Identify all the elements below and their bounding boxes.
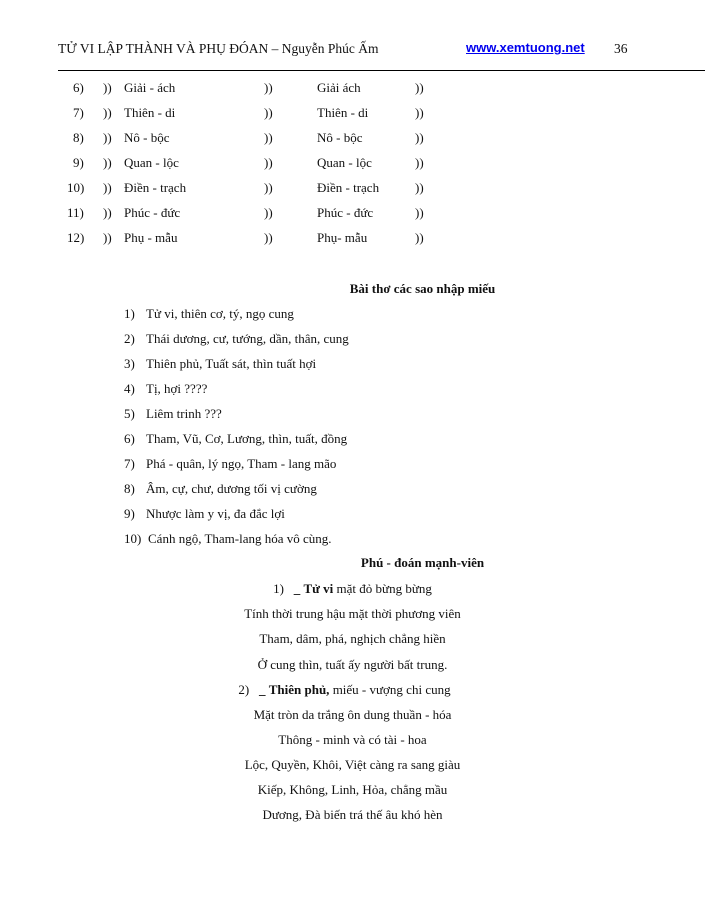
item-number: 2) (124, 331, 135, 346)
row-label-left: Phụ - mẫu (124, 230, 178, 245)
item-number: 7) (124, 456, 135, 471)
list-item (124, 406, 222, 422)
row-mark: )) (264, 180, 273, 195)
verse-line: Thông - minh và có tài - hoa (278, 732, 427, 747)
verse-line: Tính thời trung hậu mặt thời phương viên (244, 606, 461, 621)
row-mark: )) (264, 105, 273, 120)
row-number: 7) (73, 105, 84, 120)
row-label-right: Thiên - di (317, 105, 369, 120)
poem2-title: Phú - đoán mạnh-viên (360, 555, 485, 570)
item-text: Liêm trinh ??? (146, 406, 222, 421)
item-text: Thái dương, cư, tướng, dần, thân, cung (146, 331, 349, 346)
row-mark: )) (415, 80, 424, 95)
page-number: 36 (614, 41, 628, 56)
row-mark: )) (103, 230, 112, 245)
row-mark: )) (415, 180, 424, 195)
row-mark: )) (264, 80, 273, 95)
list-item (124, 456, 336, 472)
item-number: 3) (124, 356, 135, 371)
row-label-right: Nô - bộc (317, 130, 363, 145)
row-label-right: Giải ách (317, 80, 361, 95)
verse-dash: _ (258, 682, 266, 697)
item-text: Nhược làm y vị, đa đắc lợi (146, 506, 285, 521)
row-label-left: Quan - lộc (124, 155, 179, 170)
row-label-left: Giải - ách (124, 80, 176, 95)
row-label-left: Nô - bộc (124, 130, 170, 145)
row-mark: )) (103, 155, 112, 170)
header-title: TỬ VI LẬP THÀNH VÀ PHỤ ĐÓAN – Nguyễn Phúc Ấm (58, 41, 379, 56)
row-label-right: Điền - trạch (317, 180, 380, 195)
list-item (124, 306, 294, 322)
verse-line: Tham, dâm, phá, nghịch chẳng hiền (259, 631, 446, 646)
row-mark: )) (415, 130, 424, 145)
list-item (124, 356, 316, 372)
header-divider (58, 70, 705, 71)
row-mark: )) (415, 205, 424, 220)
row-mark: )) (264, 230, 273, 245)
item-text: Âm, cự, chư, dương tối vị cường (146, 481, 317, 496)
row-label-right: Quan - lộc (317, 155, 372, 170)
row-mark: )) (103, 205, 112, 220)
item-text: Tham, Vũ, Cơ, Lương, thìn, tuất, đồng (146, 431, 348, 446)
verse-bold-name: Tử vi (303, 581, 334, 596)
item-number: 6) (124, 431, 135, 446)
item-text: Tị, hợi ???? (146, 381, 208, 396)
row-number: 10) (67, 180, 85, 195)
row-number: 11) (67, 205, 84, 220)
row-mark: )) (264, 205, 273, 220)
row-mark: )) (264, 155, 273, 170)
row-label-left: Thiên - di (124, 105, 176, 120)
item-text: Thiên phủ, Tuất sát, thìn tuất hợi (146, 356, 317, 371)
verse-line: Dương, Đà biến trá thế âu khó hèn (262, 807, 443, 822)
item-number: 8) (124, 481, 135, 496)
list-item (124, 506, 285, 522)
row-label-right: Phụ- mẫu (317, 230, 368, 245)
item-number: 5) (124, 406, 135, 421)
row-mark: )) (103, 80, 112, 95)
row-mark: )) (103, 130, 112, 145)
row-number: 6) (73, 80, 84, 95)
verse-line: Kiếp, Không, Linh, Hỏa, chẳng mầu (257, 782, 448, 797)
verse-line: Ở cung thìn, tuất ấy người bất trung. (257, 657, 448, 672)
verse-heading (0, 581, 705, 597)
verse-rest: miếu - vượng chi cung (329, 682, 451, 697)
poem1-title: Bài thơ các sao nhập miếu (349, 281, 496, 296)
row-number: 9) (73, 155, 84, 170)
row-mark: )) (103, 180, 112, 195)
item-number: 10) (124, 531, 142, 546)
item-number: 9) (124, 506, 135, 521)
item-text: Cánh ngộ, Tham-lang hóa vô cùng. (148, 531, 332, 546)
verse-line: Mặt tròn da trắng ôn dung thuần - hóa (253, 707, 452, 722)
row-mark: )) (103, 105, 112, 120)
row-mark: )) (415, 105, 424, 120)
row-label-left: Phúc - đức (124, 205, 181, 220)
list-item (124, 431, 347, 447)
row-label-right: Phúc - đức (317, 205, 374, 220)
row-number: 8) (73, 130, 84, 145)
list-item (124, 531, 332, 547)
verse-number: 1) (273, 581, 284, 596)
row-label-left: Điền - trạch (124, 180, 187, 195)
item-text: Tử vi, thiên cơ, tý, ngọ cung (146, 306, 294, 321)
verse-dash: _ (293, 581, 301, 596)
list-item (124, 331, 349, 347)
verse-number: 2) (238, 682, 250, 697)
verse-rest: mặt đỏ bừng bừng (333, 581, 432, 596)
website-link[interactable]: www.xemtuong.net (466, 40, 585, 55)
verse-heading (0, 682, 697, 698)
item-number: 4) (124, 381, 135, 396)
verse-bold-name: Thiên phủ, (268, 682, 330, 697)
row-number: 12) (67, 230, 85, 245)
row-mark: )) (415, 230, 424, 245)
item-number: 1) (124, 306, 135, 321)
verse-line: Lộc, Quyền, Khôi, Việt càng ra sang giàu (244, 757, 461, 772)
list-item (124, 381, 207, 397)
list-item (124, 481, 317, 497)
row-mark: )) (415, 155, 424, 170)
row-mark: )) (264, 130, 273, 145)
item-text: Phá - quân, lý ngọ, Tham - lang mão (146, 456, 337, 471)
